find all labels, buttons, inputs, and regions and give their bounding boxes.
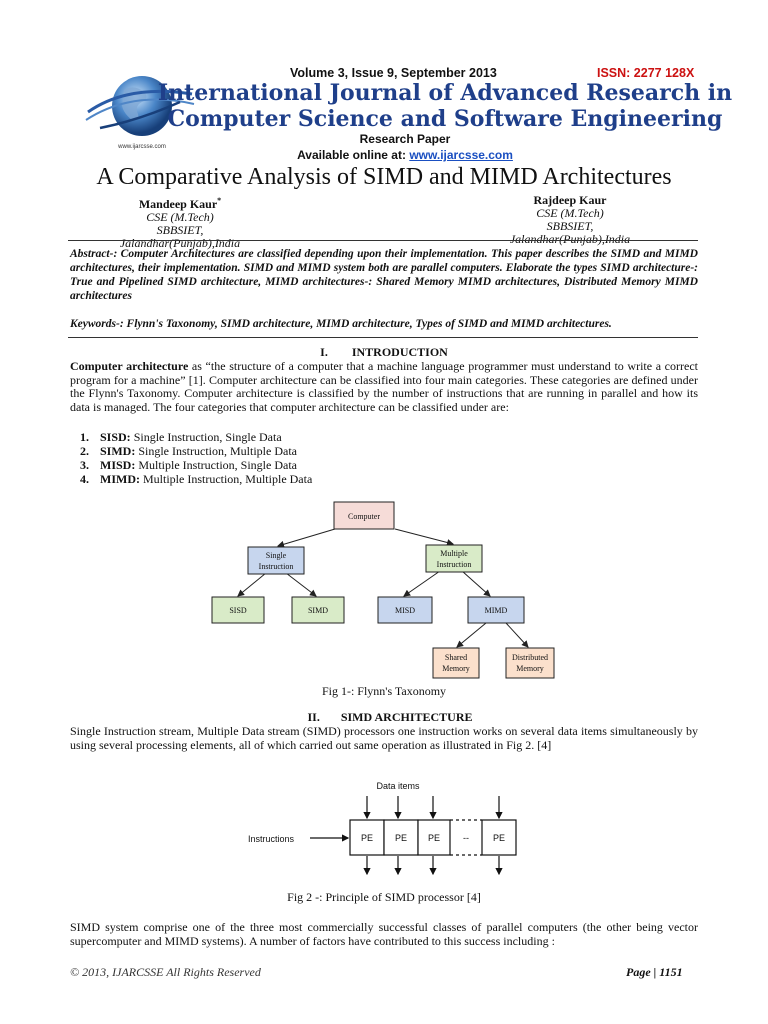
- author-affiliation: SBBSIET, Jalandhar(Punjab),India: [509, 219, 631, 246]
- svg-text:Multiple: Multiple: [440, 549, 468, 558]
- divider: [68, 337, 698, 338]
- node-multiple-instruction: [426, 545, 482, 572]
- node-computer: [334, 502, 394, 529]
- intro-paragraph: Computer architecture as “the structure of a computer that a machine language programmer must understand to write a correct program for a machine” [1]. Computer architecture can be classified into four main categories. These categories are defined under the Flynn's Taxonomy. Computer architecture is classified by the number of instructions that are running in parallel and how its data is managed. The four categories that computer architecture can be classified under are:: [70, 359, 698, 414]
- pe-box: PE: [394, 833, 408, 843]
- author-affiliation: SBBSIET, Jalandhar(Punjab),India: [119, 223, 241, 250]
- svg-text:Instruction: Instruction: [258, 562, 294, 571]
- section-heading-simd: II. SIMD ARCHITECTURE: [307, 710, 473, 724]
- simd-paragraph: Single Instruction stream, Multiple Data stream (SIMD) processors one instruction works on several data items simultaneously by using several processing elements, all of which carried out same operation as illustrated in Fig 2. [4]: [70, 724, 698, 752]
- ellipsis-dots: --: [463, 833, 469, 843]
- paper-title: A Comparative Analysis of SIMD and MIMD Architectures: [96, 164, 672, 190]
- pe-box: PE: [427, 833, 441, 843]
- volume-issue: Volume 3, Issue 9, September 2013: [290, 66, 497, 80]
- issn: ISSN: 2277 128X: [597, 66, 695, 80]
- logo-text: www.ijarcsse.com: [118, 144, 166, 150]
- section-heading-introduction: I. INTRODUCTION: [320, 345, 448, 359]
- svg-text:Single: Single: [265, 551, 287, 560]
- abstract: Abstract-: Computer Architectures are classified depending upon their implementation. This paper describes the SIMD and MIMD architectures, their implementation. SIMD and MIMD system both are parallel computers. Elaborate the types SIMD architecture-: True and Pipelined SIMD architecture, MIMD architectures-: Shared Memory MIMD architectures, Distributed Memory MIMD architectures: [70, 248, 698, 302]
- divider: [68, 240, 698, 241]
- node-simd: [292, 597, 344, 623]
- svg-text:Computer: Computer: [348, 512, 380, 521]
- list-item: 2. SIMD: Single Instruction, Multiple Data: [80, 444, 297, 458]
- node-distributed-memory: [506, 648, 554, 678]
- footer-copyright: © 2013, IJARCSSE All Rights Reserved: [70, 965, 261, 979]
- author-name: Rajdeep Kaur: [533, 193, 607, 207]
- author-degree: CSE (M.Tech): [536, 206, 604, 220]
- node-misd: [378, 597, 432, 623]
- available-prefix: Available online at:: [297, 148, 410, 162]
- paper-type: Research Paper: [359, 132, 451, 146]
- svg-text:Memory: Memory: [442, 664, 470, 673]
- svg-text:Distributed: Distributed: [512, 653, 548, 662]
- node-sisd: [212, 597, 264, 623]
- instructions-label: Instructions: [248, 834, 295, 844]
- node-mimd: [468, 597, 524, 623]
- figure-caption-1: Fig 1-: Flynn's Taxonomy: [321, 684, 447, 698]
- node-shared-memory: [433, 648, 479, 678]
- journal-title-line2: Computer Science and Software Engineering: [167, 106, 723, 132]
- svg-text:SISD: SISD: [229, 606, 247, 615]
- list-item: 4. MIMD: Multiple Instruction, Multiple Data: [80, 472, 313, 486]
- keywords: Keywords-: Flynn's Taxonomy, SIMD architecture, MIMD architecture, Types of SIMD and MIMD architectures.: [70, 318, 612, 330]
- journal-website-link[interactable]: www.ijarcsse.com: [409, 148, 513, 162]
- category-list: [80, 430, 312, 486]
- figure-caption-2: Fig 2 -: Principle of SIMD processor [4]: [287, 890, 481, 904]
- list-item: 3. MISD: Multiple Instruction, Single Data: [80, 458, 297, 472]
- svg-text:SIMD: SIMD: [307, 606, 329, 615]
- svg-text:Shared: Shared: [444, 653, 468, 662]
- svg-text:Memory: Memory: [516, 664, 544, 673]
- footer-page-number: Page | 1151: [626, 965, 683, 979]
- list-item: 1. SISD: Single Instruction, Single Data: [80, 430, 282, 444]
- author-degree: CSE (M.Tech): [146, 210, 214, 224]
- data-items-label: Data items: [376, 781, 420, 791]
- available-online: [0, 148, 768, 162]
- node-single-instruction: [248, 547, 304, 574]
- svg-text:Instruction: Instruction: [436, 560, 472, 569]
- flynn-taxonomy-diagram: [200, 496, 580, 686]
- author-name: Mandeep Kaur*: [138, 196, 222, 211]
- author-1: [100, 194, 260, 250]
- pe-box: PE: [360, 833, 374, 843]
- svg-text:MIMD: MIMD: [484, 606, 508, 615]
- simd-principle-diagram: [240, 776, 540, 881]
- pe-box: PE: [492, 833, 506, 843]
- journal-title-line1: International Journal of Advanced Research in: [157, 80, 733, 106]
- simd-paragraph-2: SIMD system comprise one of the three most commercially successful classes of parallel computers (the other being vector supercomputer and MIMD systems). A number of factors have contributed to this success including :: [70, 920, 698, 948]
- author-2: [490, 194, 650, 246]
- svg-text:MISD: MISD: [394, 606, 416, 615]
